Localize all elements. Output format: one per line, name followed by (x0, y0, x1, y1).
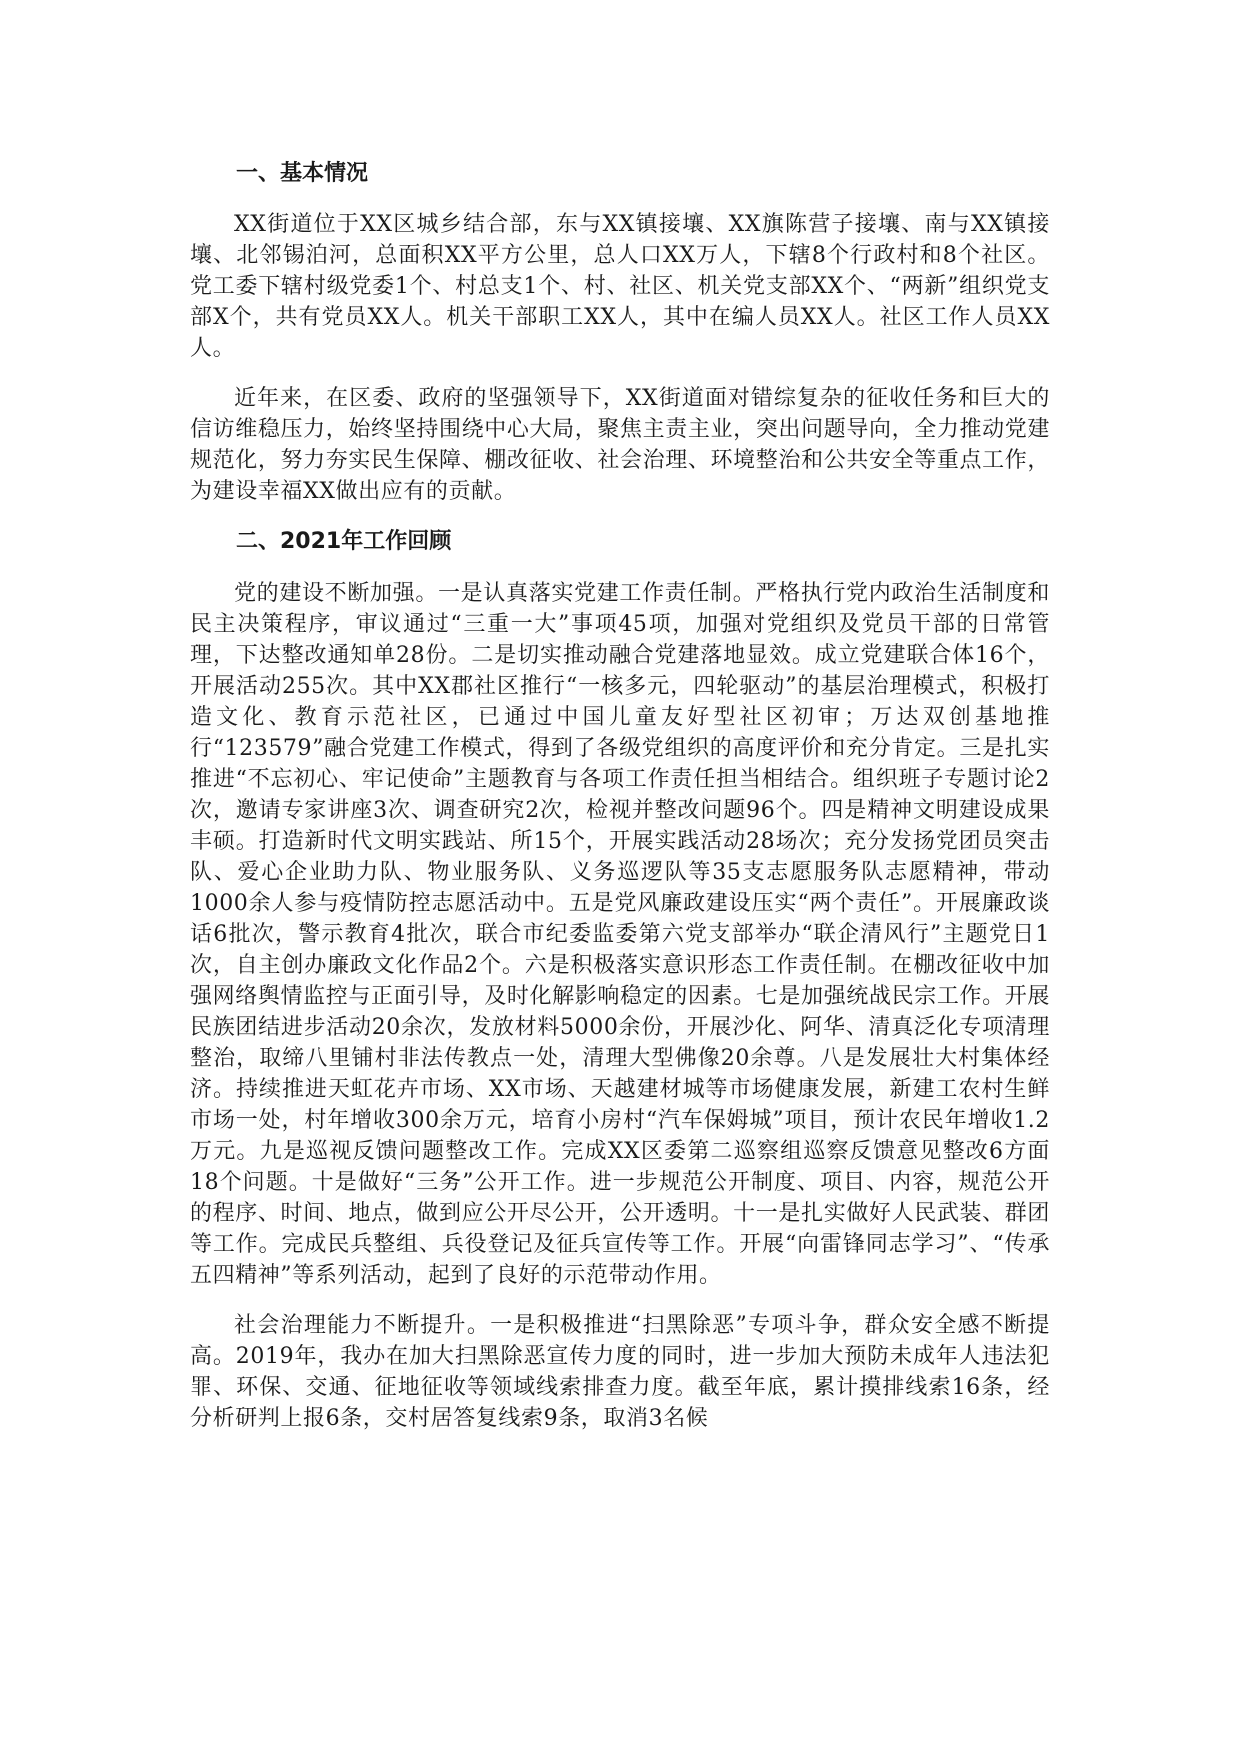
paragraph-recent-years: 近年来，在区委、政府的坚强领导下，XX街道面对错综复杂的征收任务和巨大的信访维稳压力，始终坚持围绕中心大局，聚焦主责主业，突出问题导向，全力推动党建规范化，努力夯实民生保障、棚改征收、社会治理、环境整治和公共安全等重点工作，为建设幸福XX做出应有的贡献。 (190, 386, 1050, 504)
paragraph-social-governance: 社会治理能力不断提升。一是积极推进“扫黑除恶”专项斗争，群众安全感不断提高。2019年，我办在加大扫黑除恶宣传力度的同时，进一步加大预防未成年人违法犯罪、环保、交通、征地征收等领域线索排查力度。截至年底，累计摸排线索16条，经分析研判上报6条，交村居答复线索9条，取消3名候 (190, 1313, 1050, 1431)
document-body (190, 158, 1050, 1434)
paragraph-overview: XX街道位于XX区城乡结合部，东与XX镇接壤、XX旗陈营子接壤、南与XX镇接壤、北邻锡泊河，总面积XX平方公里，总人口XX万人，下辖8个行政村和8个社区。党工委下辖村级党委1个、村总支1个、村、社区、机关党支部XX个、“两新”组织党支部X个，共有党员XX人。机关干部职工XX人，其中在编人员XX人。社区工作人员XX人。 (190, 212, 1050, 361)
paragraph-party-building: 党的建设不断加强。一是认真落实党建工作责任制。严格执行党内政治生活制度和民主决策程序，审议通过“三重一大”事项45项，加强对党组织及党员干部的日常管理，下达整改通知单28份。二是切实推动融合党建落地显效。成立党建联合体16个，开展活动255次。其中XX郡社区推行“一核多元，四轮驱动”的基层治理模式，积极打造文化、教育示范社区，已通过中国儿童友好型社区初审；万达双创基地推行“123579”融合党建工作模式，得到了各级党组织的高度评价和充分肯定。三是扎实推进“不忘初心、牢记使命”主题教育与各项工作责任担当相结合。组织班子专题讨论2次，邀请专家讲座3次、调查研究2次，检视并整改问题96个。四是精神文明建设成果丰硕。打造新时代文明实践站、所15个，开展实践活动28场次；充分发扬党团员突击队、爱心企业助力队、物业服务队、义务巡逻队等35支志愿服务队志愿精神，带动1000余人参与疫情防控志愿活动中。五是党风廉政建设压实“两个责任”。开展廉政谈话6批次，警示教育4批次，联合市纪委监委第六党支部举办“联企清风行”主题党日1次，自主创办廉政文化作品2个。六是积极落实意识形态工作责任制。在棚改征收中加强网络舆情监控与正面引导，及时化解影响稳定的因素。七是加强统战民宗工作。开展民族团结进步活动20余次，发放材料5000余份，开展沙化、阿华、清真泛化专项清理整治，取缔八里铺村非法传教点一处，清理大型佛像20余尊。八是发展壮大村集体经济。持续推进天虹花卉市场、XX市场、天越建材城等市场健康发展，新建工农村生鲜市场一处，村年增收300余万元，培育小房村“汽车保姆城”项目，预计农民年增收1.2万元。九是巡视反馈问题整改工作。完成XX区委第二巡察组巡察反馈意见整改6方面18个问题。十是做好“三务”公开工作。进一步规范公开制度、项目、内容，规范公开的程序、时间、地点，做到应公开尽公开，公开透明。十一是扎实做好人民武装、群团等工作。完成民兵整组、兵役登记及征兵宣传等工作。开展“向雷锋同志学习”、“传承五四精神”等系列活动，起到了良好的示范带动作用。 (190, 581, 1050, 1288)
section-heading-2021-review: 二、2021年工作回顾 (236, 529, 452, 554)
section-heading-basic-situation: 一、基本情况 (236, 161, 369, 186)
